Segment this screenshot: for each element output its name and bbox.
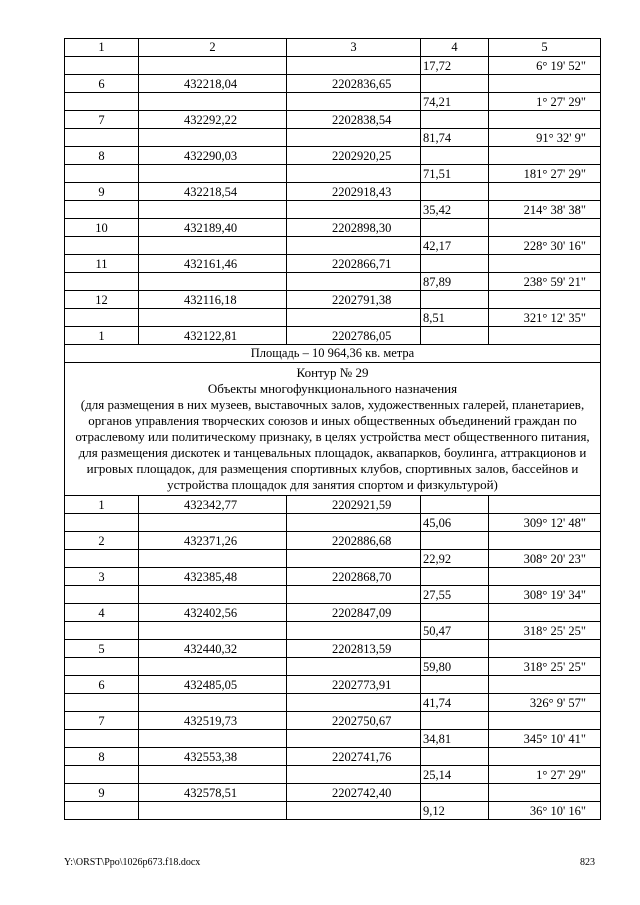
table-row bbox=[65, 255, 601, 273]
x-coordinate-cell: 432578,51 bbox=[139, 784, 287, 802]
header-cell: 3 bbox=[287, 39, 421, 57]
direction-angle-cell: 238° 59' 21" bbox=[489, 273, 601, 291]
point-number-cell bbox=[65, 658, 139, 676]
point-number-cell: 2 bbox=[65, 532, 139, 550]
direction-angle-cell bbox=[489, 75, 601, 93]
y-coordinate-cell bbox=[287, 766, 421, 784]
segment-length-cell bbox=[421, 183, 489, 201]
x-coordinate-cell: 432553,38 bbox=[139, 748, 287, 766]
table-row bbox=[65, 183, 601, 201]
direction-angle-cell bbox=[489, 604, 601, 622]
x-coordinate-cell bbox=[139, 129, 287, 147]
segment-length-cell bbox=[421, 712, 489, 730]
x-coordinate-cell bbox=[139, 658, 287, 676]
table-row bbox=[65, 327, 601, 345]
segment-length-cell: 22,92 bbox=[421, 550, 489, 568]
segment-length-cell: 8,51 bbox=[421, 309, 489, 327]
point-number-cell bbox=[65, 309, 139, 327]
direction-angle-cell bbox=[489, 712, 601, 730]
segment-length-cell: 87,89 bbox=[421, 273, 489, 291]
y-coordinate-cell: 2202786,05 bbox=[287, 327, 421, 345]
y-coordinate-cell bbox=[287, 201, 421, 219]
table-row bbox=[65, 75, 601, 93]
table-row bbox=[65, 640, 601, 658]
table-row bbox=[65, 111, 601, 129]
direction-angle-cell: 1° 27' 29" bbox=[489, 93, 601, 111]
direction-angle-cell bbox=[489, 111, 601, 129]
point-number-cell bbox=[65, 694, 139, 712]
point-number-cell: 1 bbox=[65, 496, 139, 514]
direction-angle-cell bbox=[489, 532, 601, 550]
header-cell: 4 bbox=[421, 39, 489, 57]
direction-angle-cell: 228° 30' 16" bbox=[489, 237, 601, 255]
y-coordinate-cell bbox=[287, 802, 421, 820]
point-number-cell: 11 bbox=[65, 255, 139, 273]
x-coordinate-cell bbox=[139, 694, 287, 712]
segment-length-cell: 41,74 bbox=[421, 694, 489, 712]
x-coordinate-cell: 432292,22 bbox=[139, 111, 287, 129]
point-number-cell: 6 bbox=[65, 676, 139, 694]
x-coordinate-cell bbox=[139, 586, 287, 604]
segment-length-cell: 71,51 bbox=[421, 165, 489, 183]
y-coordinate-cell: 2202773,91 bbox=[287, 676, 421, 694]
table-row bbox=[65, 748, 601, 766]
direction-angle-cell: 308° 20' 23" bbox=[489, 550, 601, 568]
direction-angle-cell bbox=[489, 676, 601, 694]
y-coordinate-cell: 2202868,70 bbox=[287, 568, 421, 586]
x-coordinate-cell: 432342,77 bbox=[139, 496, 287, 514]
point-number-cell: 4 bbox=[65, 604, 139, 622]
table-row bbox=[65, 622, 601, 640]
segment-length-cell bbox=[421, 784, 489, 802]
direction-angle-cell: 1° 27' 29" bbox=[489, 766, 601, 784]
segment-length-cell: 27,55 bbox=[421, 586, 489, 604]
direction-angle-cell: 345° 10' 41" bbox=[489, 730, 601, 748]
header-cell: 5 bbox=[489, 39, 601, 57]
point-number-cell bbox=[65, 730, 139, 748]
segment-length-cell bbox=[421, 291, 489, 309]
table-row bbox=[65, 147, 601, 165]
segment-length-cell: 34,81 bbox=[421, 730, 489, 748]
table-header-row bbox=[65, 39, 601, 57]
point-number-cell bbox=[65, 550, 139, 568]
point-number-cell: 8 bbox=[65, 147, 139, 165]
table-row bbox=[65, 784, 601, 802]
point-number-cell bbox=[65, 273, 139, 291]
y-coordinate-cell: 2202886,68 bbox=[287, 532, 421, 550]
table-row bbox=[65, 129, 601, 147]
direction-angle-cell bbox=[489, 147, 601, 165]
table-row bbox=[65, 550, 601, 568]
segment-length-cell: 74,21 bbox=[421, 93, 489, 111]
table-row bbox=[65, 802, 601, 820]
point-number-cell: 10 bbox=[65, 219, 139, 237]
table-row bbox=[65, 658, 601, 676]
y-coordinate-cell: 2202898,30 bbox=[287, 219, 421, 237]
contour-title: Контур № 29 bbox=[296, 365, 369, 380]
table-row bbox=[65, 273, 601, 291]
direction-angle-cell bbox=[489, 291, 601, 309]
y-coordinate-cell: 2202920,25 bbox=[287, 147, 421, 165]
segment-length-cell bbox=[421, 748, 489, 766]
x-coordinate-cell: 432371,26 bbox=[139, 532, 287, 550]
y-coordinate-cell: 2202838,54 bbox=[287, 111, 421, 129]
segment-length-cell bbox=[421, 255, 489, 273]
header-cell: 1 bbox=[65, 39, 139, 57]
y-coordinate-cell bbox=[287, 273, 421, 291]
direction-angle-cell: 181° 27' 29" bbox=[489, 165, 601, 183]
y-coordinate-cell: 2202918,43 bbox=[287, 183, 421, 201]
x-coordinate-cell: 432485,05 bbox=[139, 676, 287, 694]
x-coordinate-cell: 432122,81 bbox=[139, 327, 287, 345]
segment-length-cell: 35,42 bbox=[421, 201, 489, 219]
segment-length-cell bbox=[421, 147, 489, 165]
y-coordinate-cell bbox=[287, 309, 421, 327]
point-number-cell: 8 bbox=[65, 748, 139, 766]
y-coordinate-cell: 2202866,71 bbox=[287, 255, 421, 273]
segment-length-cell: 59,80 bbox=[421, 658, 489, 676]
y-coordinate-cell bbox=[287, 93, 421, 111]
segment-length-cell: 45,06 bbox=[421, 514, 489, 532]
segment-length-cell: 50,47 bbox=[421, 622, 489, 640]
x-coordinate-cell bbox=[139, 730, 287, 748]
segment-length-cell: 17,72 bbox=[421, 57, 489, 75]
x-coordinate-cell bbox=[139, 550, 287, 568]
coordinates-table bbox=[64, 38, 601, 820]
direction-angle-cell bbox=[489, 496, 601, 514]
x-coordinate-cell bbox=[139, 57, 287, 75]
direction-angle-cell: 309° 12' 48" bbox=[489, 514, 601, 532]
table-row bbox=[65, 676, 601, 694]
x-coordinate-cell: 432402,56 bbox=[139, 604, 287, 622]
y-coordinate-cell bbox=[287, 586, 421, 604]
x-coordinate-cell: 432218,54 bbox=[139, 183, 287, 201]
point-number-cell: 7 bbox=[65, 111, 139, 129]
y-coordinate-cell: 2202847,09 bbox=[287, 604, 421, 622]
y-coordinate-cell bbox=[287, 550, 421, 568]
table-row bbox=[65, 219, 601, 237]
direction-angle-cell: 326° 9' 57" bbox=[489, 694, 601, 712]
point-number-cell: 9 bbox=[65, 784, 139, 802]
table-row bbox=[65, 57, 601, 75]
segment-length-cell: 25,14 bbox=[421, 766, 489, 784]
direction-angle-cell bbox=[489, 219, 601, 237]
y-coordinate-cell bbox=[287, 658, 421, 676]
x-coordinate-cell: 432116,18 bbox=[139, 291, 287, 309]
point-number-cell bbox=[65, 201, 139, 219]
x-coordinate-cell bbox=[139, 201, 287, 219]
point-number-cell bbox=[65, 57, 139, 75]
contour-heading-cell bbox=[65, 363, 601, 496]
area-row bbox=[65, 345, 601, 363]
segment-length-cell bbox=[421, 75, 489, 93]
y-coordinate-cell bbox=[287, 237, 421, 255]
segment-length-cell bbox=[421, 496, 489, 514]
direction-angle-cell: 36° 10' 16" bbox=[489, 802, 601, 820]
direction-angle-cell: 318° 25' 25" bbox=[489, 622, 601, 640]
segment-length-cell: 9,12 bbox=[421, 802, 489, 820]
point-number-cell: 5 bbox=[65, 640, 139, 658]
point-number-cell: 9 bbox=[65, 183, 139, 201]
direction-angle-cell: 321° 12' 35" bbox=[489, 309, 601, 327]
segment-length-cell bbox=[421, 604, 489, 622]
x-coordinate-cell: 432189,40 bbox=[139, 219, 287, 237]
segment-length-cell bbox=[421, 111, 489, 129]
segment-length-cell: 42,17 bbox=[421, 237, 489, 255]
table-row bbox=[65, 604, 601, 622]
contour-heading-row bbox=[65, 363, 601, 496]
point-number-cell bbox=[65, 514, 139, 532]
direction-angle-cell: 318° 25' 25" bbox=[489, 658, 601, 676]
table-row bbox=[65, 201, 601, 219]
table-row bbox=[65, 568, 601, 586]
contour-subtitle: Объекты многофункционального назначения bbox=[207, 381, 458, 396]
x-coordinate-cell bbox=[139, 766, 287, 784]
table-row bbox=[65, 730, 601, 748]
table-row bbox=[65, 309, 601, 327]
y-coordinate-cell bbox=[287, 622, 421, 640]
direction-angle-cell bbox=[489, 748, 601, 766]
segment-length-cell bbox=[421, 640, 489, 658]
segment-length-cell bbox=[421, 532, 489, 550]
x-coordinate-cell bbox=[139, 622, 287, 640]
segment-length-cell bbox=[421, 219, 489, 237]
y-coordinate-cell bbox=[287, 730, 421, 748]
footer-page-number: 823 bbox=[580, 857, 595, 868]
direction-angle-cell bbox=[489, 183, 601, 201]
direction-angle-cell bbox=[489, 327, 601, 345]
point-number-cell bbox=[65, 165, 139, 183]
x-coordinate-cell: 432385,48 bbox=[139, 568, 287, 586]
direction-angle-cell: 308° 19' 34" bbox=[489, 586, 601, 604]
header-cell: 2 bbox=[139, 39, 287, 57]
point-number-cell: 6 bbox=[65, 75, 139, 93]
y-coordinate-cell: 2202921,59 bbox=[287, 496, 421, 514]
segment-length-cell bbox=[421, 568, 489, 586]
point-number-cell bbox=[65, 93, 139, 111]
x-coordinate-cell: 432290,03 bbox=[139, 147, 287, 165]
contour-description: (для размещения в них музеев, выставочных залов, художественных галерей, планетариев, органов управления творческих союзов и иных общественных объединений граждан по отраслевому или политическому признаку, в целях устройства мест общественного питания, для размещения дискотек и танцевальных площадок, аквапарков, боулинга, аттракционов и игровых площадок, для размещения спортивных клубов, спортивных залов, бассейнов и устройства площадок для занятия спортом и физкультурой) bbox=[75, 397, 590, 492]
y-coordinate-cell bbox=[287, 57, 421, 75]
y-coordinate-cell: 2202741,76 bbox=[287, 748, 421, 766]
y-coordinate-cell bbox=[287, 129, 421, 147]
segment-length-cell bbox=[421, 676, 489, 694]
x-coordinate-cell bbox=[139, 309, 287, 327]
x-coordinate-cell: 432519,73 bbox=[139, 712, 287, 730]
direction-angle-cell bbox=[489, 568, 601, 586]
table-row bbox=[65, 586, 601, 604]
table-row bbox=[65, 93, 601, 111]
y-coordinate-cell bbox=[287, 514, 421, 532]
y-coordinate-cell: 2202836,65 bbox=[287, 75, 421, 93]
point-number-cell: 12 bbox=[65, 291, 139, 309]
x-coordinate-cell bbox=[139, 93, 287, 111]
x-coordinate-cell bbox=[139, 514, 287, 532]
direction-angle-cell: 214° 38' 38" bbox=[489, 201, 601, 219]
x-coordinate-cell bbox=[139, 273, 287, 291]
y-coordinate-cell bbox=[287, 694, 421, 712]
footer-file-path: Y:\ORST\Ppo\1026p673.f18.docx bbox=[64, 857, 201, 868]
point-number-cell: 1 bbox=[65, 327, 139, 345]
point-number-cell bbox=[65, 766, 139, 784]
y-coordinate-cell: 2202791,38 bbox=[287, 291, 421, 309]
x-coordinate-cell: 432218,04 bbox=[139, 75, 287, 93]
table-row bbox=[65, 237, 601, 255]
point-number-cell bbox=[65, 622, 139, 640]
table-row bbox=[65, 165, 601, 183]
x-coordinate-cell bbox=[139, 165, 287, 183]
point-number-cell bbox=[65, 129, 139, 147]
direction-angle-cell: 6° 19' 52" bbox=[489, 57, 601, 75]
direction-angle-cell bbox=[489, 255, 601, 273]
table-row bbox=[65, 694, 601, 712]
direction-angle-cell bbox=[489, 784, 601, 802]
x-coordinate-cell bbox=[139, 237, 287, 255]
area-text: Площадь – 10 964,36 кв. метра bbox=[65, 345, 601, 363]
table-row bbox=[65, 496, 601, 514]
x-coordinate-cell: 432161,46 bbox=[139, 255, 287, 273]
point-number-cell: 7 bbox=[65, 712, 139, 730]
y-coordinate-cell: 2202750,67 bbox=[287, 712, 421, 730]
table-row bbox=[65, 766, 601, 784]
table-row bbox=[65, 514, 601, 532]
y-coordinate-cell: 2202742,40 bbox=[287, 784, 421, 802]
y-coordinate-cell: 2202813,59 bbox=[287, 640, 421, 658]
segment-length-cell: 81,74 bbox=[421, 129, 489, 147]
direction-angle-cell bbox=[489, 640, 601, 658]
table-row bbox=[65, 291, 601, 309]
segment-length-cell bbox=[421, 327, 489, 345]
table-row bbox=[65, 712, 601, 730]
point-number-cell bbox=[65, 802, 139, 820]
table-row bbox=[65, 532, 601, 550]
y-coordinate-cell bbox=[287, 165, 421, 183]
x-coordinate-cell bbox=[139, 802, 287, 820]
point-number-cell: 3 bbox=[65, 568, 139, 586]
point-number-cell bbox=[65, 237, 139, 255]
x-coordinate-cell: 432440,32 bbox=[139, 640, 287, 658]
point-number-cell bbox=[65, 586, 139, 604]
direction-angle-cell: 91° 32' 9" bbox=[489, 129, 601, 147]
